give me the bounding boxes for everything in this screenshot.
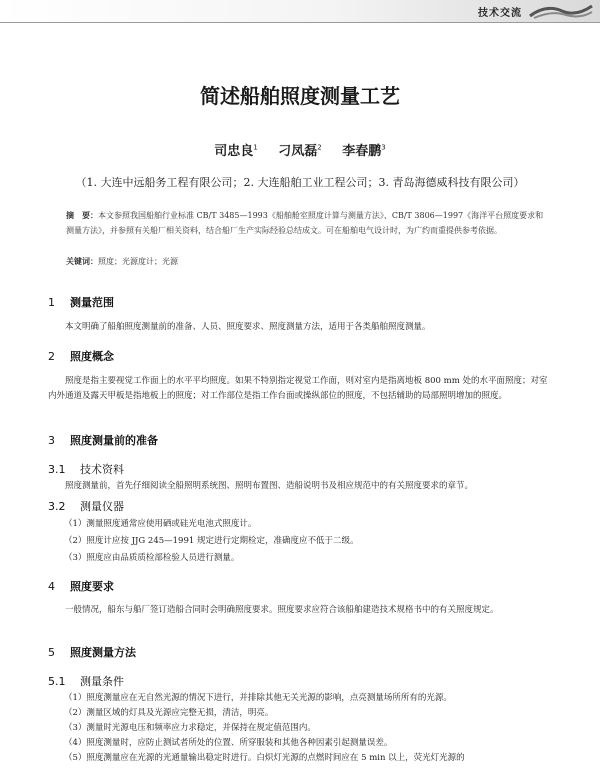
keywords	[66, 256, 178, 267]
list-item: （3）照度应由品质质检部检验人员进行测量。	[64, 553, 240, 563]
list-item: （2）测量区域的灯具及光源应完整无损，清洁，明亮。	[64, 708, 274, 718]
abstract	[66, 208, 546, 238]
section-heading: 2 照度概念	[48, 350, 114, 363]
abstract-label: 摘 要：	[66, 211, 98, 220]
section-heading: 1 测量范围	[48, 296, 114, 309]
author: 司忠良$^1$	[214, 143, 258, 159]
author: 李春鹏$^3$	[342, 143, 386, 159]
section-heading: 4 照度要求	[48, 580, 114, 593]
subsection-heading: 3.1 技术资料	[48, 463, 124, 476]
section-heading: 5 照度测量方法	[48, 646, 136, 659]
section-paragraph: 一般情况，船东与船厂签订造船合同时会明确照度要求。照度要求应符合该船舶建造技术规格书中的有关照度规定。	[65, 605, 499, 615]
section-paragraph: 照度是指主要视觉工作面上的水平平均照度。如果不特别指定视觉工作面，则对室内是指离地板 800 mm 处的水平面照度；对室内外通道及露天甲板是指地板上的照度；对工作部位是指工作台面或操纵部位的照度，不包括辅助的局部照明增加的照度。	[48, 376, 548, 401]
subsection-heading: 3.2 测量仪器	[48, 500, 124, 513]
journal-logo-icon	[526, 2, 596, 20]
affiliations: （1. 大连中远船务工程有限公司；2. 大连船舶工业工程公司；3. 青岛海德威科技有限公司）	[75, 176, 525, 189]
running-header	[0, 0, 600, 23]
article-title: 简述船舶照度测量工艺	[200, 84, 400, 108]
section-heading: 3 照度测量前的准备	[48, 434, 158, 447]
list-item: （5）照度测量应在光源的光通量输出稳定时进行。白炽灯光源的点燃时间应在 5 min 以上，荧光灯光源的	[64, 753, 465, 763]
section-label: 技术交流	[478, 8, 522, 19]
list-item: （3）测量时光源电压和频率应力求稳定，并保持在规定值范围内。	[64, 723, 316, 733]
abstract-text: 本文参照我国船舶行业标准 CB/T 3485—1993《船舶舱室照度计算与测量方法》、CB/T 3806—1997《海洋平台照度要求和测量方法》，并参照有关船厂相关资料，结合船厂生产实际经验总结成文。可在船舶电气设计时，为广约而重提供参考依据。	[66, 211, 544, 235]
keywords-label: 关键词：	[66, 257, 98, 266]
section-paragraph: 照度测量前，首先仔细阅读全船照明系统图、照明布置图、造船说明书及相应规范中的有关照度要求的章节。	[65, 481, 474, 491]
list-item: （4）照度测量时，应防止测试者所处的位置、所穿服装和其他各种因素引起测量误差。	[64, 738, 393, 748]
list-item: （1）测量照度通常应使用硒或硅光电池式照度计。	[64, 519, 257, 529]
author-list	[0, 140, 600, 159]
subsection-heading: 5.1 测量条件	[48, 675, 124, 688]
author: 刁凤磊$^2$	[278, 143, 322, 159]
list-item: （1）照度测量应在无自然光源的情况下进行，并排除其他无关光源的影响，点亮测量场所所有的光源。	[64, 693, 452, 703]
keywords-text: 照度；光源度计；光源	[98, 257, 178, 266]
list-item: （2）照度计应按 JJG 245—1991 规定进行定期检定，准确度应不低于二级。	[64, 536, 359, 546]
section-paragraph: 本文明确了船舶照度测量前的准备、人员、照度要求、照度测量方法，适用于各类船舶照度测量。	[65, 322, 431, 332]
